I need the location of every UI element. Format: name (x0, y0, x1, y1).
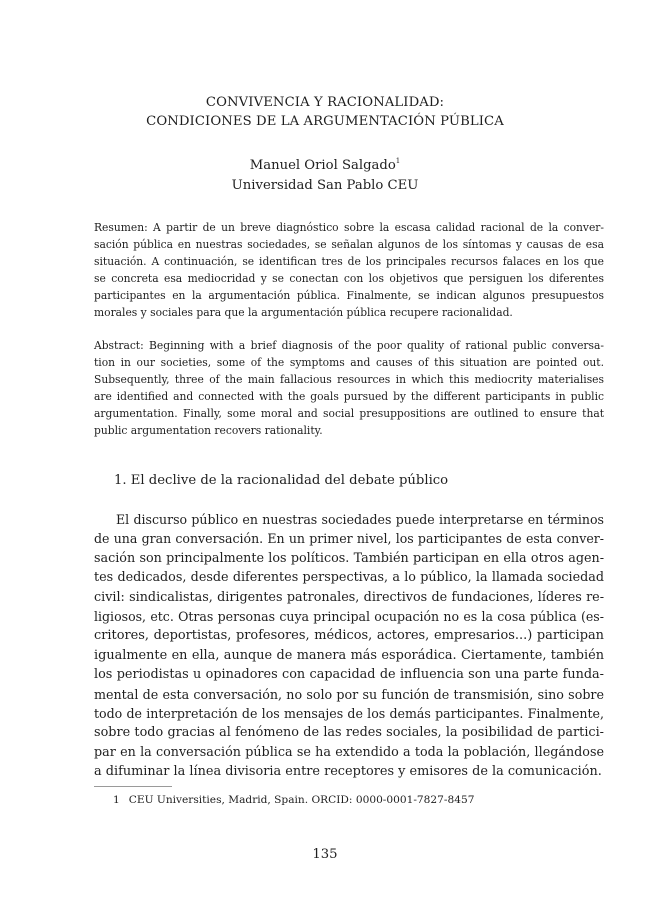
author-footnote-mark: 1 (395, 157, 401, 165)
paper-title (80, 93, 570, 131)
footnote (113, 792, 474, 808)
abstract-line: tion in our societies, some of the symptoms and causes of this situation are pointed out. (94, 356, 604, 369)
author-block (80, 151, 570, 196)
abstract-paragraph (94, 337, 604, 439)
body-line: todo de interpretación de los mensajes de los demás participantes. Finalmente, (94, 706, 604, 722)
title-line-2: CONDICIONES DE LA ARGUMENTACIÓN PÚBLICA (146, 114, 504, 129)
resumen-line: Resumen: A partir de un breve diagnóstico sobre la escasa calidad racional de la conver- (94, 221, 604, 234)
body-paragraph (94, 510, 604, 782)
body-line: mental de esta conversación, no solo por su función de transmisión, sino sobre (94, 686, 604, 702)
title-line-1: CONVIVENCIA Y RACIONALIDAD: (205, 95, 445, 110)
body-line: los periodistas u opinadores con capacidad de influencia son una parte funda- (94, 667, 604, 683)
body-line: a difuminar la línea divisoria entre receptores y emisores de la comunicación. (94, 764, 602, 780)
body-line: par en la conversación pública se ha extendido a toda la población, llegándose (94, 744, 604, 760)
body-line: igualmente en ella, aunque de manera más esporádica. Ciertamente, también (94, 647, 604, 663)
resumen-line: situación. A continuación, se identifican tres de los principales recursos falaces en los que (94, 255, 604, 268)
section-heading: 1. El declive de la racionalidad del debate público (114, 473, 449, 488)
page-number: 135 (312, 847, 338, 862)
footnote-divider (94, 786, 172, 787)
resumen-line: sación pública en nuestras sociedades, se señalan algunos de los síntomas y causas de esa (94, 238, 604, 251)
abstract-line: Subsequently, three of the main fallacious resources in which this mediocrity materialises (94, 373, 604, 386)
resumen-line: se concreta esa mediocridad y se conectan con los objetivos que persiguen los diferentes (94, 272, 604, 285)
author-affiliation: Universidad San Pablo CEU (231, 178, 419, 193)
footnote-text: CEU Universities, Madrid, Spain. ORCID: 0000-0001-7827-8457 (128, 794, 475, 806)
body-line: critores, deportistas, profesores, médicos, actores, empresarios...) participan (94, 628, 604, 644)
abstract-line: Abstract: Beginning with a brief diagnosis of the poor quality of rational public conversa- (94, 339, 604, 352)
resumen-line: morales y sociales para que la argumentación pública recupere racionalidad. (94, 306, 513, 319)
abstract-line: are identified and connected with the goals pursued by the different participants in public (94, 390, 604, 403)
footnote-number: 1 (113, 794, 120, 806)
body-line: sación son principalmente los políticos. También participan en ella otros agen- (94, 550, 604, 566)
author-name-line (80, 151, 570, 176)
body-line: sobre todo gracias al fenómeno de las redes sociales, la posibilidad de partici- (94, 725, 604, 741)
body-line: tes dedicados, desde diferentes perspectivas, a lo público, la llamada sociedad (94, 570, 604, 586)
body-line: civil: sindicalistas, dirigentes patronales, directivos de fundaciones, líderes re- (94, 589, 604, 605)
resumen-line: participantes en la argumentación pública. Finalmente, se indican algunos presupuestos (94, 289, 604, 302)
abstract-line: argumentation. Finally, some moral and social presuppositions are outlined to ensure that (94, 407, 604, 420)
abstract-line: public argumentation recovers rationality. (94, 424, 323, 437)
resumen-paragraph (94, 219, 604, 321)
body-line: de una gran conversación. En un primer nivel, los participantes de esta conver- (94, 531, 604, 547)
author-name: Manuel Oriol Salgado (249, 158, 396, 173)
body-line: El discurso público en nuestras sociedades puede interpretarse en términos (116, 512, 604, 527)
body-line: ligiosos, etc. Otras personas cuya principal ocupación no es la cosa pública (es- (94, 609, 604, 625)
